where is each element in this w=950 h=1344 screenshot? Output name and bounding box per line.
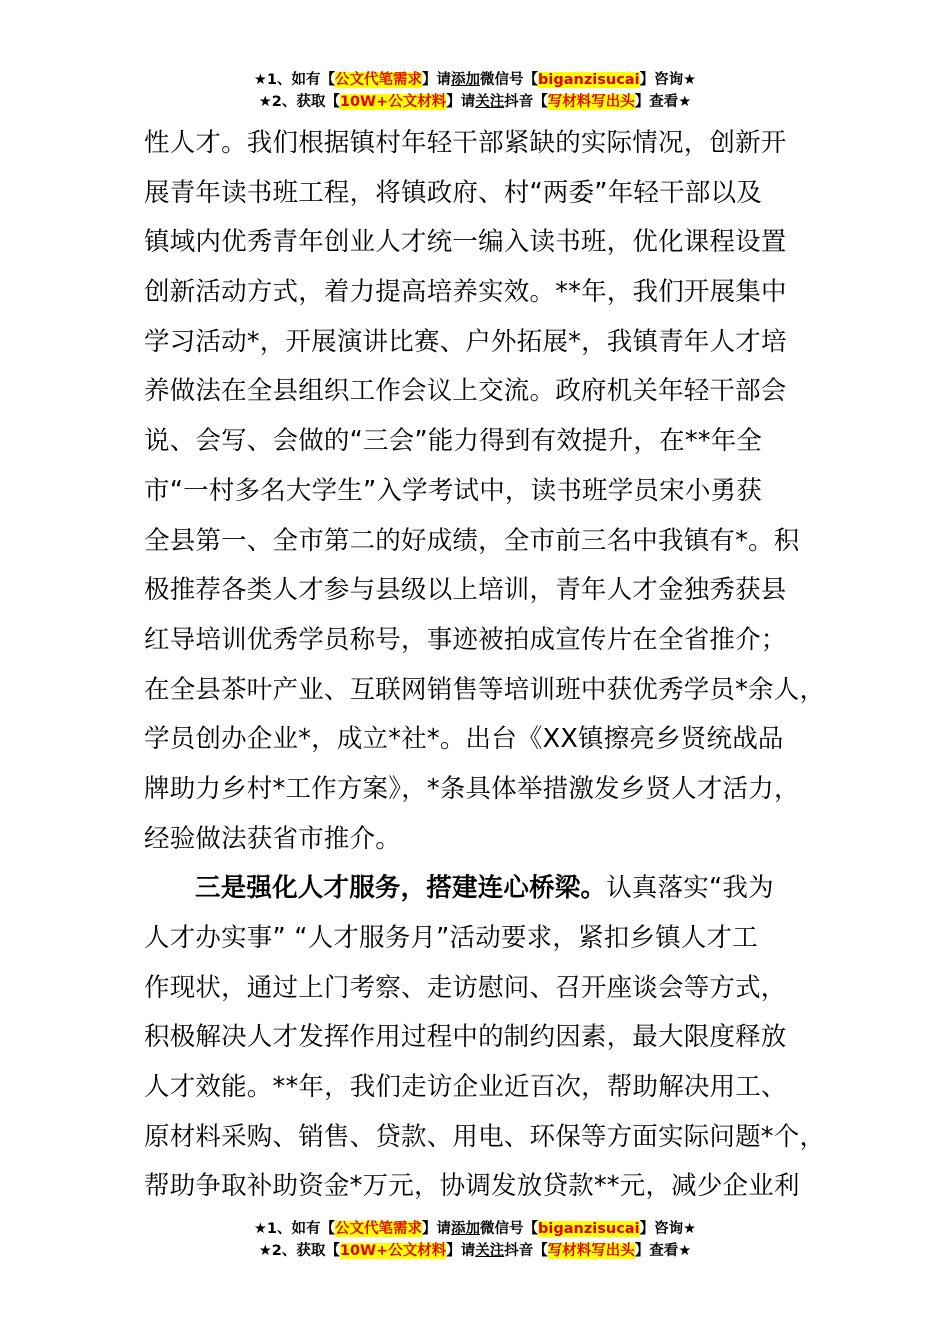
banner-line-1-mid2: 微信号【 bbox=[480, 72, 539, 88]
body-line: 人才办实事” “人才服务月”活动要求，紧扣乡镇人才工 bbox=[144, 923, 758, 953]
header-banner bbox=[0, 69, 950, 113]
body-line: 经验做法获省市推介。 bbox=[144, 823, 402, 854]
banner-line-2-highlight-douyin: 写材料写出头 bbox=[547, 94, 635, 110]
footer-line-1-highlight-service: 公文代笔需求 bbox=[335, 1221, 423, 1237]
banner-line-1-suffix: 】咨询★ bbox=[639, 72, 697, 88]
document-body bbox=[144, 119, 834, 1212]
body-line: 性人才。我们根据镇村年轻干部紧缺的实际情况，创新开 bbox=[144, 128, 787, 158]
footer-line-2-prefix: ★2、获取【 bbox=[258, 1243, 340, 1259]
section-3-first-line bbox=[144, 864, 834, 914]
body-line: 牌助力乡村*工作方案》，*条具体举措激发乡贤人才活力， bbox=[144, 773, 800, 804]
body-line: 市“一村多名大学生”入学考试中，读书班学员宋小勇获 bbox=[144, 475, 762, 506]
body-line: 作现状，通过上门考察、走访慰问、召开座谈会等方式， bbox=[144, 972, 787, 1003]
footer-line-1-suffix: 】咨询★ bbox=[639, 1221, 697, 1237]
banner-line-2-highlight-materials: 10W+公文材料 bbox=[339, 94, 447, 110]
footer-line-1-mid2: 微信号【 bbox=[480, 1221, 539, 1237]
body-line: 学员创办企业*，成立*社*。出台《XX镇擦亮乡贤统战品 bbox=[144, 724, 784, 755]
banner-line-1 bbox=[0, 69, 950, 91]
footer-line-2-highlight-douyin: 写材料写出头 bbox=[547, 1243, 635, 1259]
footer-line-1 bbox=[0, 1218, 950, 1240]
footer-line-2-underline: 关注 bbox=[475, 1243, 505, 1259]
footer-line-1-mid: 】请 bbox=[422, 1221, 452, 1237]
body-line: 红导培训优秀学员称号，事迹被拍成宣传片在全省推介； bbox=[144, 624, 787, 655]
body-line: 积极解决人才发挥作用过程中的制约因素，最大限度释放 bbox=[144, 1022, 787, 1053]
body-line: 展青年读书班工程，将镇政府、村“两委”年轻干部以及 bbox=[144, 177, 762, 208]
body-line: 原材料采购、销售、贷款、用电、环保等方面实际问题*个， bbox=[144, 1121, 826, 1152]
banner-line-2-mid: 】请 bbox=[446, 94, 476, 110]
body-line: 镇域内优秀青年创业人才统一编入读书班，优化课程设置 bbox=[144, 227, 787, 258]
body-line: 养做法在全县组织工作会议上交流。政府机关年轻干部会 bbox=[144, 376, 787, 407]
footer-line-2-suffix: 】查看★ bbox=[634, 1243, 692, 1259]
body-line: 全县第一、全市第二的好成绩，全市前三名中我镇有*。积 bbox=[144, 525, 800, 556]
footer-line-1-prefix: ★1、如有【 bbox=[253, 1221, 336, 1237]
body-line: 创新活动方式，着力提高培养实效。**年，我们开展集中 bbox=[144, 277, 787, 308]
body-line: 说、会写、会做的“三会”能力得到有效提升，在**年全 bbox=[144, 426, 763, 457]
footer-line-2-mid2: 抖音【 bbox=[504, 1243, 548, 1259]
banner-line-2 bbox=[0, 91, 950, 113]
footer-line-1-highlight-wechat: biganzisucai bbox=[538, 1221, 640, 1237]
footer-line-1-underline: 添加 bbox=[451, 1221, 481, 1237]
body-line: 在全县茶叶产业、互联网销售等培训班中获优秀学员*余人， bbox=[144, 674, 826, 705]
banner-line-1-prefix: ★1、如有【 bbox=[253, 72, 336, 88]
banner-line-1-highlight-wechat: biganzisucai bbox=[538, 72, 640, 88]
body-line: 帮助争取补助资金*万元，协调发放贷款**元，减少企业利 bbox=[144, 1171, 800, 1202]
body-line: 极推荐各类人才参与县级以上培训，青年人才金独秀获县 bbox=[144, 575, 787, 606]
banner-line-2-suffix: 】查看★ bbox=[634, 94, 692, 110]
body-line: 人才效能。**年，我们走访企业近百次，帮助解决用工、 bbox=[144, 1072, 787, 1103]
section-3-lead-text: 认真落实“我为 bbox=[606, 873, 774, 904]
banner-line-1-highlight-service: 公文代笔需求 bbox=[335, 72, 423, 88]
footer-line-2 bbox=[0, 1240, 950, 1262]
section-3-heading: 三是强化人才服务，搭建连心桥梁。 bbox=[195, 873, 607, 904]
footer-line-2-highlight-materials: 10W+公文材料 bbox=[339, 1243, 447, 1259]
banner-line-2-underline: 关注 bbox=[475, 94, 505, 110]
body-line: 学习活动*，开展演讲比赛、户外拓展*，我镇青年人才培 bbox=[144, 326, 787, 357]
footer-line-2-mid: 】请 bbox=[446, 1243, 476, 1259]
banner-line-1-underline: 添加 bbox=[451, 72, 481, 88]
footer-banner bbox=[0, 1218, 950, 1262]
banner-line-2-mid2: 抖音【 bbox=[504, 94, 548, 110]
banner-line-1-mid: 】请 bbox=[422, 72, 452, 88]
banner-line-2-prefix: ★2、获取【 bbox=[258, 94, 340, 110]
